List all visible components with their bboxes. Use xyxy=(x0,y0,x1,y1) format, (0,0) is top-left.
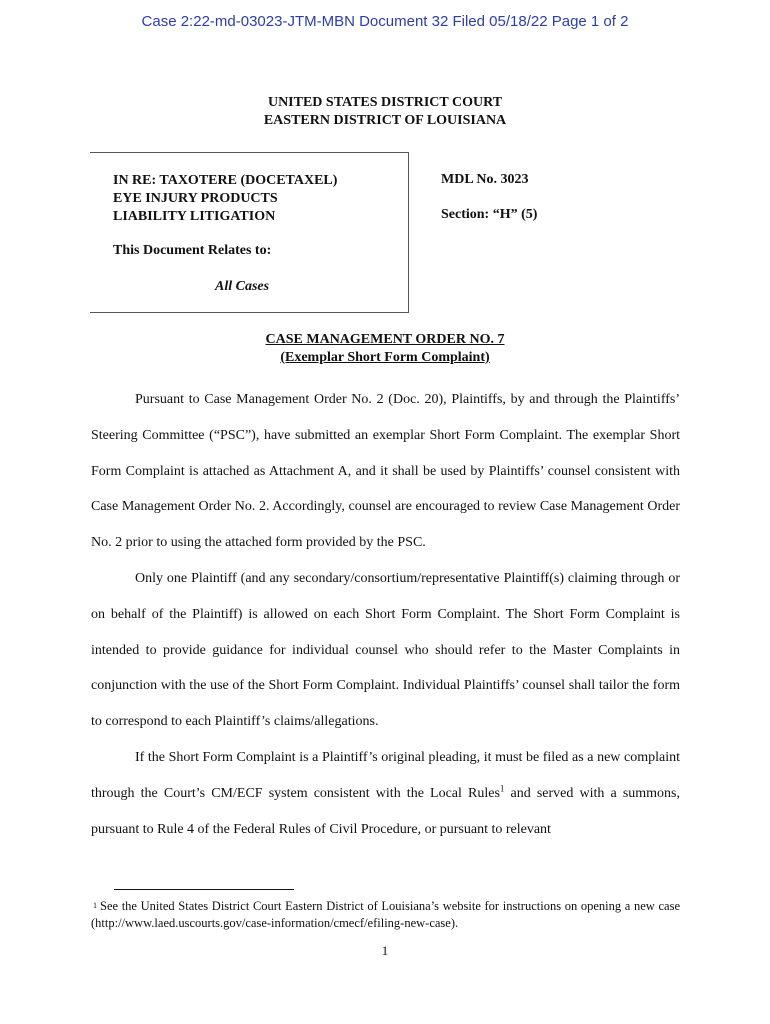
footnote-reference: 1 xyxy=(499,783,505,794)
paragraph-1: Pursuant to Case Management Order No. 2 (Doc. 20), Plaintiffs, by and through the Plaintiffs’ Steering Committee (“PSC”), have submitted an exemplar Short Form Complaint. The exemplar Short Form Complaint is attached as Attachment A, and it shall be used by Plaintiffs’ counsel consistent with Case Management Order No. 2. Accordingly, counsel are encouraged to review Case Management Order No. 2 prior to using the attached form provided by the PSC. xyxy=(91,392,680,551)
footnote-text: See the United States District Court Eastern District of Louisiana’s website for instructions on opening a new case (http://www.laed.uscourts.gov/case-information/cmecf/efiling-new-case). xyxy=(91,899,680,930)
mdl-number: MDL No. 3023 xyxy=(441,172,529,187)
footnote-marker: 1 xyxy=(93,901,97,910)
court-district-line: EASTERN DISTRICT OF LOUISIANA xyxy=(263,113,507,128)
paragraph-3-text-b: and served with a summons, pursuant to Rule 4 of the Federal Rules of Civil Procedure, or pursuant to relevant xyxy=(91,785,681,837)
paragraph-3-text-a: If the Short Form Complaint is a Plaintiff’s original pleading, it must be filed as a new complaint through the Court’s CM/ECF system consistent with the Local Rules xyxy=(91,749,680,801)
section-label: Section: “H” (5) xyxy=(441,207,538,222)
order-subtitle-line: (Exemplar Short Form Complaint) xyxy=(280,350,490,365)
order-title xyxy=(0,331,770,367)
filing-stamp-header: Case 2:22-md-03023-JTM-MBN Document 32 Filed 05/18/22 Page 1 of 2 xyxy=(141,13,629,30)
paragraph-2: Only one Plaintiff (and any secondary/consortium/representative Plaintiff(s) claiming through or on behalf of the Plaintiff) is allowed on each Short Form Complaint. The Short Form Complaint is intended to provide guidance for individual counsel who should refer to the Master Complaints in conjunction with the use of the Short Form Complaint. Individual Plaintiffs’ counsel shall tailor the form to correspond to each Plaintiff’s claims/allegations. xyxy=(91,570,680,730)
paragraph-3 xyxy=(91,740,680,847)
court-heading xyxy=(0,94,770,130)
footnote-separator xyxy=(114,889,294,890)
order-title-line: CASE MANAGEMENT ORDER NO. 7 xyxy=(265,332,505,347)
relates-to-label: This Document Relates to: xyxy=(113,243,272,258)
caption-line-3: LIABILITY LITIGATION xyxy=(113,209,276,224)
order-body xyxy=(91,382,680,847)
footnote xyxy=(91,898,680,932)
caption-line-1: IN RE: TAXOTERE (DOCETAXEL) xyxy=(113,173,338,188)
case-caption-title xyxy=(113,172,337,226)
caption-line-2: EYE INJURY PRODUCTS xyxy=(113,191,278,206)
page-number: 1 xyxy=(381,943,389,958)
court-name-line: UNITED STATES DISTRICT COURT xyxy=(267,95,503,110)
all-cases-label: All Cases xyxy=(215,279,270,294)
